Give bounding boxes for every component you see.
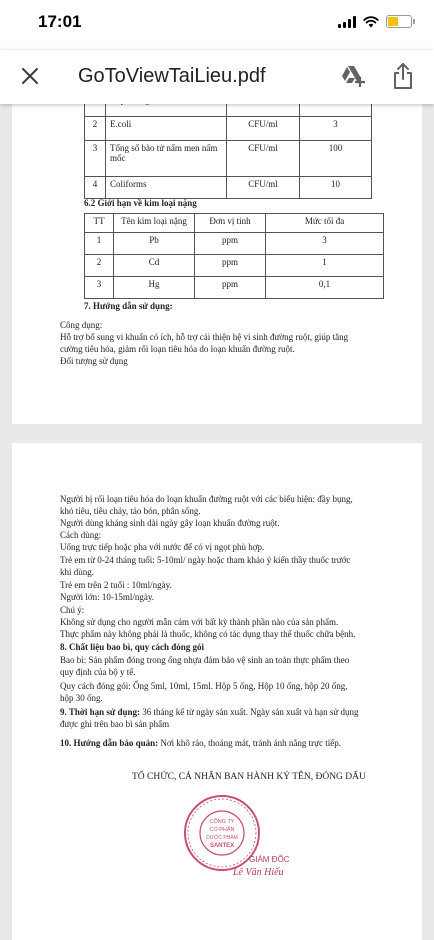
table-cell: 100 xyxy=(300,141,372,177)
battery-icon xyxy=(386,15,412,28)
table-row xyxy=(85,117,372,141)
table-cell: 4 xyxy=(85,177,106,199)
section-heading: 9. Thời hạn sử dụng: xyxy=(60,707,141,717)
table-cell: 3 xyxy=(85,277,114,299)
table-row xyxy=(85,233,384,255)
table-cell: Hg xyxy=(114,277,195,299)
table-cell: 3 xyxy=(300,117,372,141)
body-text: Nơi khô ráo, thoáng mát, tránh ánh nắng trực tiếp. xyxy=(160,738,342,748)
table-row xyxy=(85,177,372,199)
document-title: GoToViewTaiLieu.pdf xyxy=(78,65,266,87)
table-header: Đơn vị tính xyxy=(195,214,266,233)
table-cell: Cd xyxy=(114,255,195,277)
table-cell: 3 xyxy=(85,141,106,177)
body-text: Không sử dụng cho người mẫn cảm với bất kỳ thành phần nào của sản phẩm. xyxy=(60,617,339,627)
body-text: 36 tháng kể từ ngày sản xuất. Ngày sản xuất và hạn sử dụng xyxy=(142,707,359,717)
table-row xyxy=(85,255,384,277)
table-cell: 10 xyxy=(300,177,372,199)
signer-role: GIÁM ĐỐC xyxy=(249,855,290,864)
table-cell: Tổng số bào tử nấm men nấm mốc xyxy=(106,141,227,177)
share-button[interactable] xyxy=(392,62,418,90)
seal-text: DƯỢC PHẨM xyxy=(206,835,238,841)
drive-add-icon xyxy=(340,64,366,88)
section-heading: 7. Hướng dẫn sử dụng: xyxy=(84,301,173,311)
body-text: Cách dùng: xyxy=(60,530,102,540)
body-text: Thực phẩm này không phải là thuốc, không có tác dụng thay thế thuốc chữa bệnh. xyxy=(60,629,356,639)
cellular-signal-icon xyxy=(338,16,356,28)
table-cell: CFU/ml xyxy=(227,177,300,199)
body-text: Đối tượng sử dụng xyxy=(60,356,128,366)
status-time: 17:01 xyxy=(38,12,82,31)
body-text: cường tiêu hóa, giảm rối loạn tiêu hóa do loạn khuẩn đường ruột. xyxy=(60,344,295,354)
add-to-drive-button[interactable] xyxy=(340,64,366,90)
seal-text: SANTEX xyxy=(209,843,235,849)
table-cell: 3 xyxy=(266,233,384,255)
microbiology-table xyxy=(84,92,372,199)
table-cell: ppm xyxy=(195,255,266,277)
body-text: Người bị rối loạn tiêu hóa do loạn khuẩn đường ruột với các biểu hiện: đầy bụng, xyxy=(60,494,353,504)
seal-text: CỔ PHẦN xyxy=(209,827,235,833)
section-heading: 6.2 Giới hạn về kim loại nặng xyxy=(84,198,197,208)
section-heading: 8. Chất liệu bao bì, quy cách đóng gói xyxy=(60,642,205,652)
table-cell: 1 xyxy=(266,255,384,277)
status-icons xyxy=(338,15,412,28)
status-bar xyxy=(0,0,434,50)
body-text: Hỗ trợ bổ sung vi khuẩn có ích, hỗ trợ cải thiện hệ vi sinh đường ruột, giúp tăng xyxy=(60,332,349,342)
table-row xyxy=(85,277,384,299)
section-10 xyxy=(60,737,341,749)
body-text: Trẻ em từ 0-24 tháng tuổi: 5-10ml/ ngày hoặc tham khảo ý kiến thầy thuốc trước xyxy=(60,555,351,565)
table-cell: ppm xyxy=(195,233,266,255)
seal-text: CÔNG TY xyxy=(209,819,235,825)
body-text: được ghi trên bao bì sản phẩm xyxy=(60,719,170,729)
app-header xyxy=(0,50,434,104)
signature-title: TỔ CHỨC, CÁ NHÂN BAN HÀNH KÝ TÊN, ĐÓNG DẤU xyxy=(132,772,366,782)
heavy-metal-table xyxy=(84,213,384,299)
signer-name: Lê Văn Hiếu xyxy=(233,867,284,878)
section-9 xyxy=(60,706,358,718)
body-text: Bao bì: Sản phẩm đóng trong ống nhựa đảm bảo vệ sinh an toàn thực phẩm theo xyxy=(60,655,350,665)
body-text: Uống trực tiếp hoặc pha với nước để có vị ngọt phù hợp. xyxy=(60,542,265,552)
body-text: Công dụng: xyxy=(60,320,103,330)
wifi-icon xyxy=(363,16,379,28)
section-heading: 10. Hướng dẫn bảo quản: xyxy=(60,738,159,748)
table-header: Tên kim loại nặng xyxy=(114,214,195,233)
body-text: Người lớn: 10-15ml/ngày. xyxy=(60,592,155,602)
table-cell: 0,1 xyxy=(266,277,384,299)
close-icon xyxy=(20,66,40,86)
pdf-page xyxy=(12,84,422,424)
table-cell: 2 xyxy=(85,117,106,141)
body-text: Người dùng kháng sinh dài ngày gây loạn khuẩn đường ruột. xyxy=(60,518,280,528)
body-text: hộp 30 ống. xyxy=(60,693,103,703)
table-cell: 1 xyxy=(85,233,114,255)
close-button[interactable] xyxy=(18,64,42,88)
table-cell: ppm xyxy=(195,277,266,299)
table-cell: CFU/ml xyxy=(227,141,300,177)
table-cell: Coliforms xyxy=(106,177,227,199)
body-text: khó tiêu, tiêu chảy, táo bón, phân sống. xyxy=(60,506,201,516)
table-cell: 2 xyxy=(85,255,114,277)
table-header: TT xyxy=(85,214,114,233)
table-row xyxy=(85,141,372,177)
body-text: Quy cách đóng gói: Ống 5ml, 10ml, 15ml. Hộp 5 ống, Hộp 10 ống, hộp 20 ống, xyxy=(60,681,348,691)
body-text: khi dùng. xyxy=(60,567,95,577)
body-text: quy định của bộ y tế. xyxy=(60,667,136,677)
table-cell: Pb xyxy=(114,233,195,255)
table-cell: CFU/ml xyxy=(227,117,300,141)
pdf-page xyxy=(12,443,422,940)
share-icon xyxy=(392,62,414,90)
table-header-row xyxy=(85,214,384,233)
body-text: Trẻ em trên 2 tuổi : 10ml/ngày. xyxy=(60,580,172,590)
body-text: Chú ý: xyxy=(60,605,85,615)
table-header: Mức tối đa xyxy=(266,214,384,233)
table-cell: E.coli xyxy=(106,117,227,141)
